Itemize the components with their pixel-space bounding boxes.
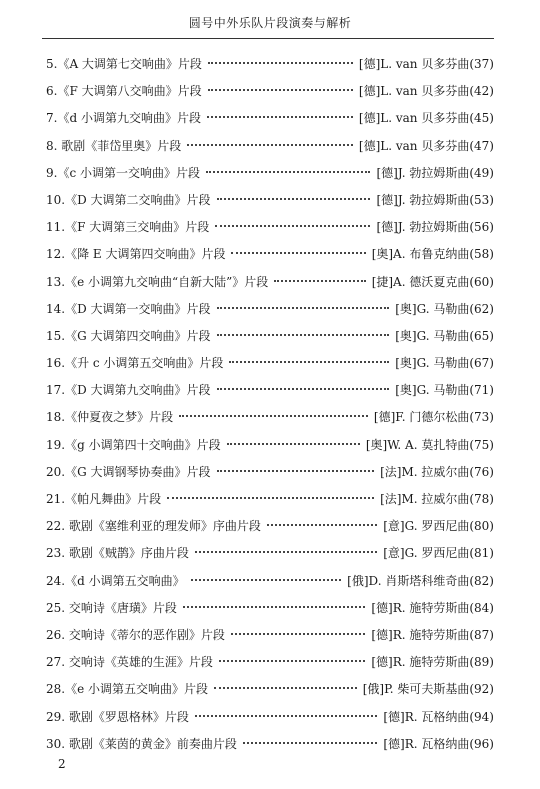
- toc-entry-page: (78): [469, 492, 494, 506]
- toc-entry-page: (49): [469, 165, 494, 180]
- toc-entry-title: 17.《D 大调第九交响曲》片段: [46, 383, 211, 398]
- toc-entry-title: 19.《g 小调第四十交响曲》片段: [46, 437, 221, 452]
- toc-entry-title: 10.《D 大调第二交响曲》片段: [46, 192, 211, 207]
- toc-entry-title: 11.《F 大调第三交响曲》片段: [46, 220, 210, 235]
- toc-entry-page: (96): [469, 736, 494, 751]
- toc-entry-composer: [奥]G. 马勒曲: [395, 383, 470, 398]
- toc-entry-composer: [德]R. 施特劳斯曲: [371, 600, 470, 615]
- toc-entry-title: 24.《d 小调第五交响曲》: [46, 573, 185, 588]
- toc-entry[interactable]: [46, 164, 494, 191]
- toc-entry-page: (87): [469, 627, 494, 642]
- dot-leader: [214, 687, 357, 689]
- toc-entry-title: 18.《仲夏夜之梦》片段: [46, 410, 174, 425]
- toc-entry[interactable]: [46, 680, 494, 707]
- toc-entry[interactable]: [46, 572, 494, 599]
- toc-entry[interactable]: [46, 626, 494, 653]
- dot-leader: [231, 252, 365, 254]
- toc-entry-composer: [德]J. 勃拉姆斯曲: [376, 192, 470, 207]
- dot-leader: [195, 551, 377, 553]
- toc-entry-composer: [奥]G. 马勒曲: [395, 328, 470, 343]
- dot-leader: [215, 225, 370, 227]
- running-header: 圆号中外乐队片段演奏与解析: [188, 16, 352, 30]
- toc-entry-composer: [俄]D. 肖斯塔科维奇曲: [347, 573, 470, 588]
- dot-leader: [208, 62, 353, 64]
- dot-leader: [243, 742, 377, 744]
- dot-leader: [219, 660, 365, 662]
- header-rule: [42, 38, 494, 39]
- page-number: 2: [58, 757, 66, 771]
- dot-leader: [187, 144, 353, 146]
- toc-entry-title: 5.《A 大调第七交响曲》片段: [46, 57, 202, 71]
- dot-leader: [217, 388, 390, 390]
- dot-leader: [231, 633, 365, 635]
- dot-leader: [229, 361, 389, 363]
- toc-entry[interactable]: [46, 191, 494, 218]
- dot-leader: [217, 334, 390, 336]
- toc-entry-composer: [德]J. 勃拉姆斯曲: [376, 165, 470, 180]
- toc-entry[interactable]: [46, 109, 494, 136]
- toc-entry-page: (71): [469, 383, 494, 398]
- toc-entry-composer: [捷]A. 德沃夏克曲: [371, 274, 470, 289]
- toc-entry-page: (82): [469, 573, 494, 588]
- toc-entry-composer: [俄]P. 柴可夫斯基曲: [362, 682, 470, 697]
- toc-entry[interactable]: [46, 599, 494, 626]
- dot-leader: [208, 89, 353, 91]
- toc-entry-page: (75): [469, 437, 494, 452]
- dot-leader: [167, 497, 374, 499]
- toc-entry-title: 16.《升 c 小调第五交响曲》片段: [46, 356, 224, 371]
- toc-entry-page: (89): [469, 655, 494, 670]
- dot-leader: [274, 280, 365, 282]
- toc-entry-title: 15.《G 大调第四交响曲》片段: [46, 328, 211, 343]
- toc-entry-composer: [法]M. 拉威尔曲: [380, 464, 470, 479]
- toc-entry-composer: [德]L. van 贝多芬曲: [358, 84, 470, 99]
- toc-entry-title: 9.《c 小调第一交响曲》片段: [46, 165, 200, 180]
- toc-entry[interactable]: [46, 708, 494, 735]
- toc-entry[interactable]: [46, 436, 494, 463]
- toc-entry-title: 26. 交响诗《蒂尔的恶作剧》片段: [46, 627, 225, 642]
- toc-entry-page: (53): [469, 192, 494, 207]
- toc-entry-page: (80): [469, 519, 494, 534]
- toc-entry-composer: [奥]W. A. 莫扎特曲: [365, 437, 470, 452]
- toc-entry-page: (73): [469, 410, 494, 425]
- toc-entry-title: 8. 歌剧《菲岱里奥》片段: [46, 138, 182, 153]
- toc-entry-title: 21.《帕凡舞曲》片段: [46, 492, 162, 506]
- toc-entry-title: 14.《D 大调第一交响曲》片段: [46, 301, 211, 316]
- toc-entry[interactable]: [46, 463, 494, 490]
- toc-entry-page: (65): [469, 328, 494, 343]
- toc-entry-page: (94): [469, 709, 494, 724]
- toc-entry-composer: [德]R. 施特劳斯曲: [371, 627, 470, 642]
- toc-entry-page: (84): [469, 600, 494, 615]
- toc-entry-page: (45): [469, 111, 494, 126]
- toc-entry-title: 12.《降 E 大调第四交响曲》片段: [46, 247, 226, 262]
- toc-entry-composer: [奥]G. 马勒曲: [395, 301, 470, 316]
- toc-entry[interactable]: [46, 517, 494, 544]
- toc-entry[interactable]: [46, 354, 494, 381]
- toc-entry[interactable]: [46, 653, 494, 680]
- toc-entry[interactable]: [46, 381, 494, 408]
- toc-entry-title: 7.《d 小调第九交响曲》片段: [46, 111, 201, 126]
- dot-leader: [191, 579, 342, 581]
- toc-entry-title: 20.《G 大调钢琴协奏曲》片段: [46, 464, 211, 479]
- toc-entry-title: 22. 歌剧《塞维利亚的理发师》序曲片段: [46, 519, 261, 534]
- toc-entry-title: 29. 歌剧《罗恩格林》片段: [46, 709, 189, 724]
- toc-entry-composer: [德]F. 门德尔松曲: [373, 410, 470, 425]
- toc-entry-page: (56): [469, 220, 494, 235]
- toc-entry[interactable]: [46, 218, 494, 245]
- toc-entry-page: (62): [469, 301, 494, 316]
- dot-leader: [183, 606, 365, 608]
- dot-leader: [227, 443, 360, 445]
- dot-leader: [206, 171, 370, 173]
- toc-entry-composer: [德]L. van 贝多芬曲: [358, 57, 470, 71]
- toc-entry[interactable]: [46, 327, 494, 354]
- toc-entry-page: (47): [469, 138, 494, 153]
- dot-leader: [217, 307, 390, 309]
- dot-leader: [267, 524, 377, 526]
- dot-leader: [207, 116, 353, 118]
- toc-entry[interactable]: [46, 408, 494, 435]
- dot-leader: [195, 715, 377, 717]
- toc-entry-title: 30. 歌剧《莱茵的黄金》前奏曲片段: [46, 736, 237, 751]
- toc-entry-page: (60): [469, 274, 494, 289]
- toc-entry-composer: [德]J. 勃拉姆斯曲: [376, 220, 470, 235]
- toc-entry-composer: [意]G. 罗西尼曲: [383, 546, 470, 561]
- toc-entry-page: (37): [469, 57, 494, 71]
- toc-entry-composer: [德]R. 施特劳斯曲: [371, 655, 470, 670]
- toc-entry-title: 23. 歌剧《贼鹊》序曲片段: [46, 546, 189, 561]
- toc-entry-page: (76): [469, 464, 494, 479]
- toc-entry[interactable]: [46, 245, 494, 272]
- toc-entry-page: (92): [469, 682, 494, 697]
- toc-entry-title: 27. 交响诗《英雄的生涯》片段: [46, 655, 213, 670]
- toc-entry-page: (67): [469, 356, 494, 371]
- toc-entry-title: 13.《e 小调第九交响曲“自新大陆”》片段: [46, 274, 269, 289]
- toc-entry-composer: [德]L. van 贝多芬曲: [358, 138, 470, 153]
- table-of-contents: [46, 55, 494, 762]
- dot-leader: [217, 198, 371, 200]
- toc-entry-composer: [德]L. van 贝多芬曲: [358, 111, 470, 126]
- toc-entry[interactable]: [46, 490, 494, 517]
- toc-entry[interactable]: [46, 82, 494, 109]
- toc-entry-title: 28.《e 小调第五交响曲》片段: [46, 682, 209, 697]
- toc-entry-composer: [法]M. 拉威尔曲: [380, 492, 470, 506]
- toc-entry-composer: [意]G. 罗西尼曲: [383, 519, 470, 534]
- dot-leader: [217, 470, 375, 472]
- toc-entry-composer: [奥]G. 马勒曲: [395, 356, 470, 371]
- toc-entry[interactable]: [46, 137, 494, 164]
- toc-entry[interactable]: [46, 544, 494, 571]
- toc-entry[interactable]: [46, 300, 494, 327]
- toc-entry-page: (58): [469, 247, 494, 262]
- toc-entry-composer: [德]R. 瓦格纳曲: [383, 709, 470, 724]
- toc-entry[interactable]: [46, 735, 494, 762]
- dot-leader: [179, 415, 368, 417]
- toc-entry-title: 6.《F 大调第八交响曲》片段: [46, 84, 202, 99]
- toc-entry[interactable]: [46, 55, 494, 82]
- toc-entry-composer: [奥]A. 布鲁克纳曲: [371, 247, 470, 262]
- toc-entry-title: 25. 交响诗《唐璜》片段: [46, 600, 177, 615]
- toc-entry[interactable]: [46, 273, 494, 300]
- toc-entry-composer: [德]R. 瓦格纳曲: [383, 736, 470, 751]
- toc-entry-page: (42): [469, 84, 494, 99]
- toc-entry-page: (81): [469, 546, 494, 561]
